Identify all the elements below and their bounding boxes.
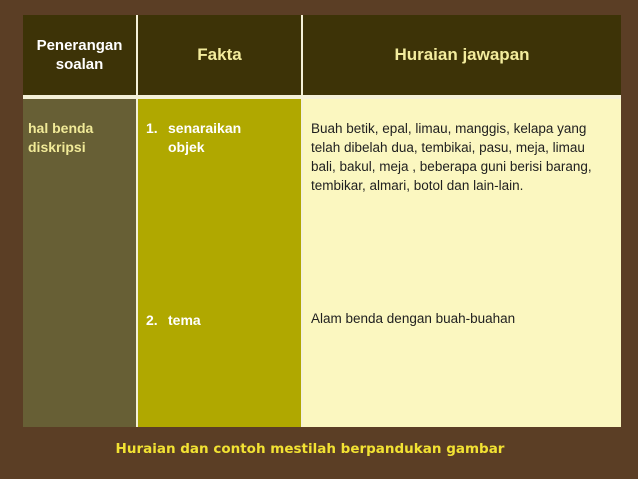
fact-item <box>146 119 296 157</box>
fact-label: objek <box>168 139 205 155</box>
fact-label: senaraikan <box>168 120 242 136</box>
fact-number: 2. <box>146 312 158 328</box>
header-line: soalan <box>55 56 104 73</box>
caption-text: Huraian dan contoh mestilah berpandukan gambar <box>115 441 505 457</box>
fact-item <box>146 311 296 330</box>
caption <box>0 441 638 457</box>
subject-cell <box>28 119 128 157</box>
subject-line: hal benda <box>28 120 94 136</box>
answer-text: Buah betik, epal, limau, manggis, kelapa yang telah dibelah dua, tembikai, pasu, meja, limau bali, bakul, meja , beberapa guni berisi barang, tembikar, almari, botol dan lain-lain. <box>311 121 592 193</box>
answer-text: Alam benda dengan buah-buahan <box>311 311 516 326</box>
header-line: Penerangan <box>36 37 123 54</box>
fact-number: 1. <box>146 120 158 136</box>
subject-line: diskripsi <box>28 139 86 155</box>
info-table <box>23 15 621 427</box>
header-huraian-jawapan: Huraian jawapan <box>394 45 530 64</box>
header-fakta: Fakta <box>197 45 242 64</box>
header-penerangan-soalan <box>23 15 136 95</box>
row-divider <box>23 95 621 99</box>
fact-label: tema <box>168 312 201 328</box>
